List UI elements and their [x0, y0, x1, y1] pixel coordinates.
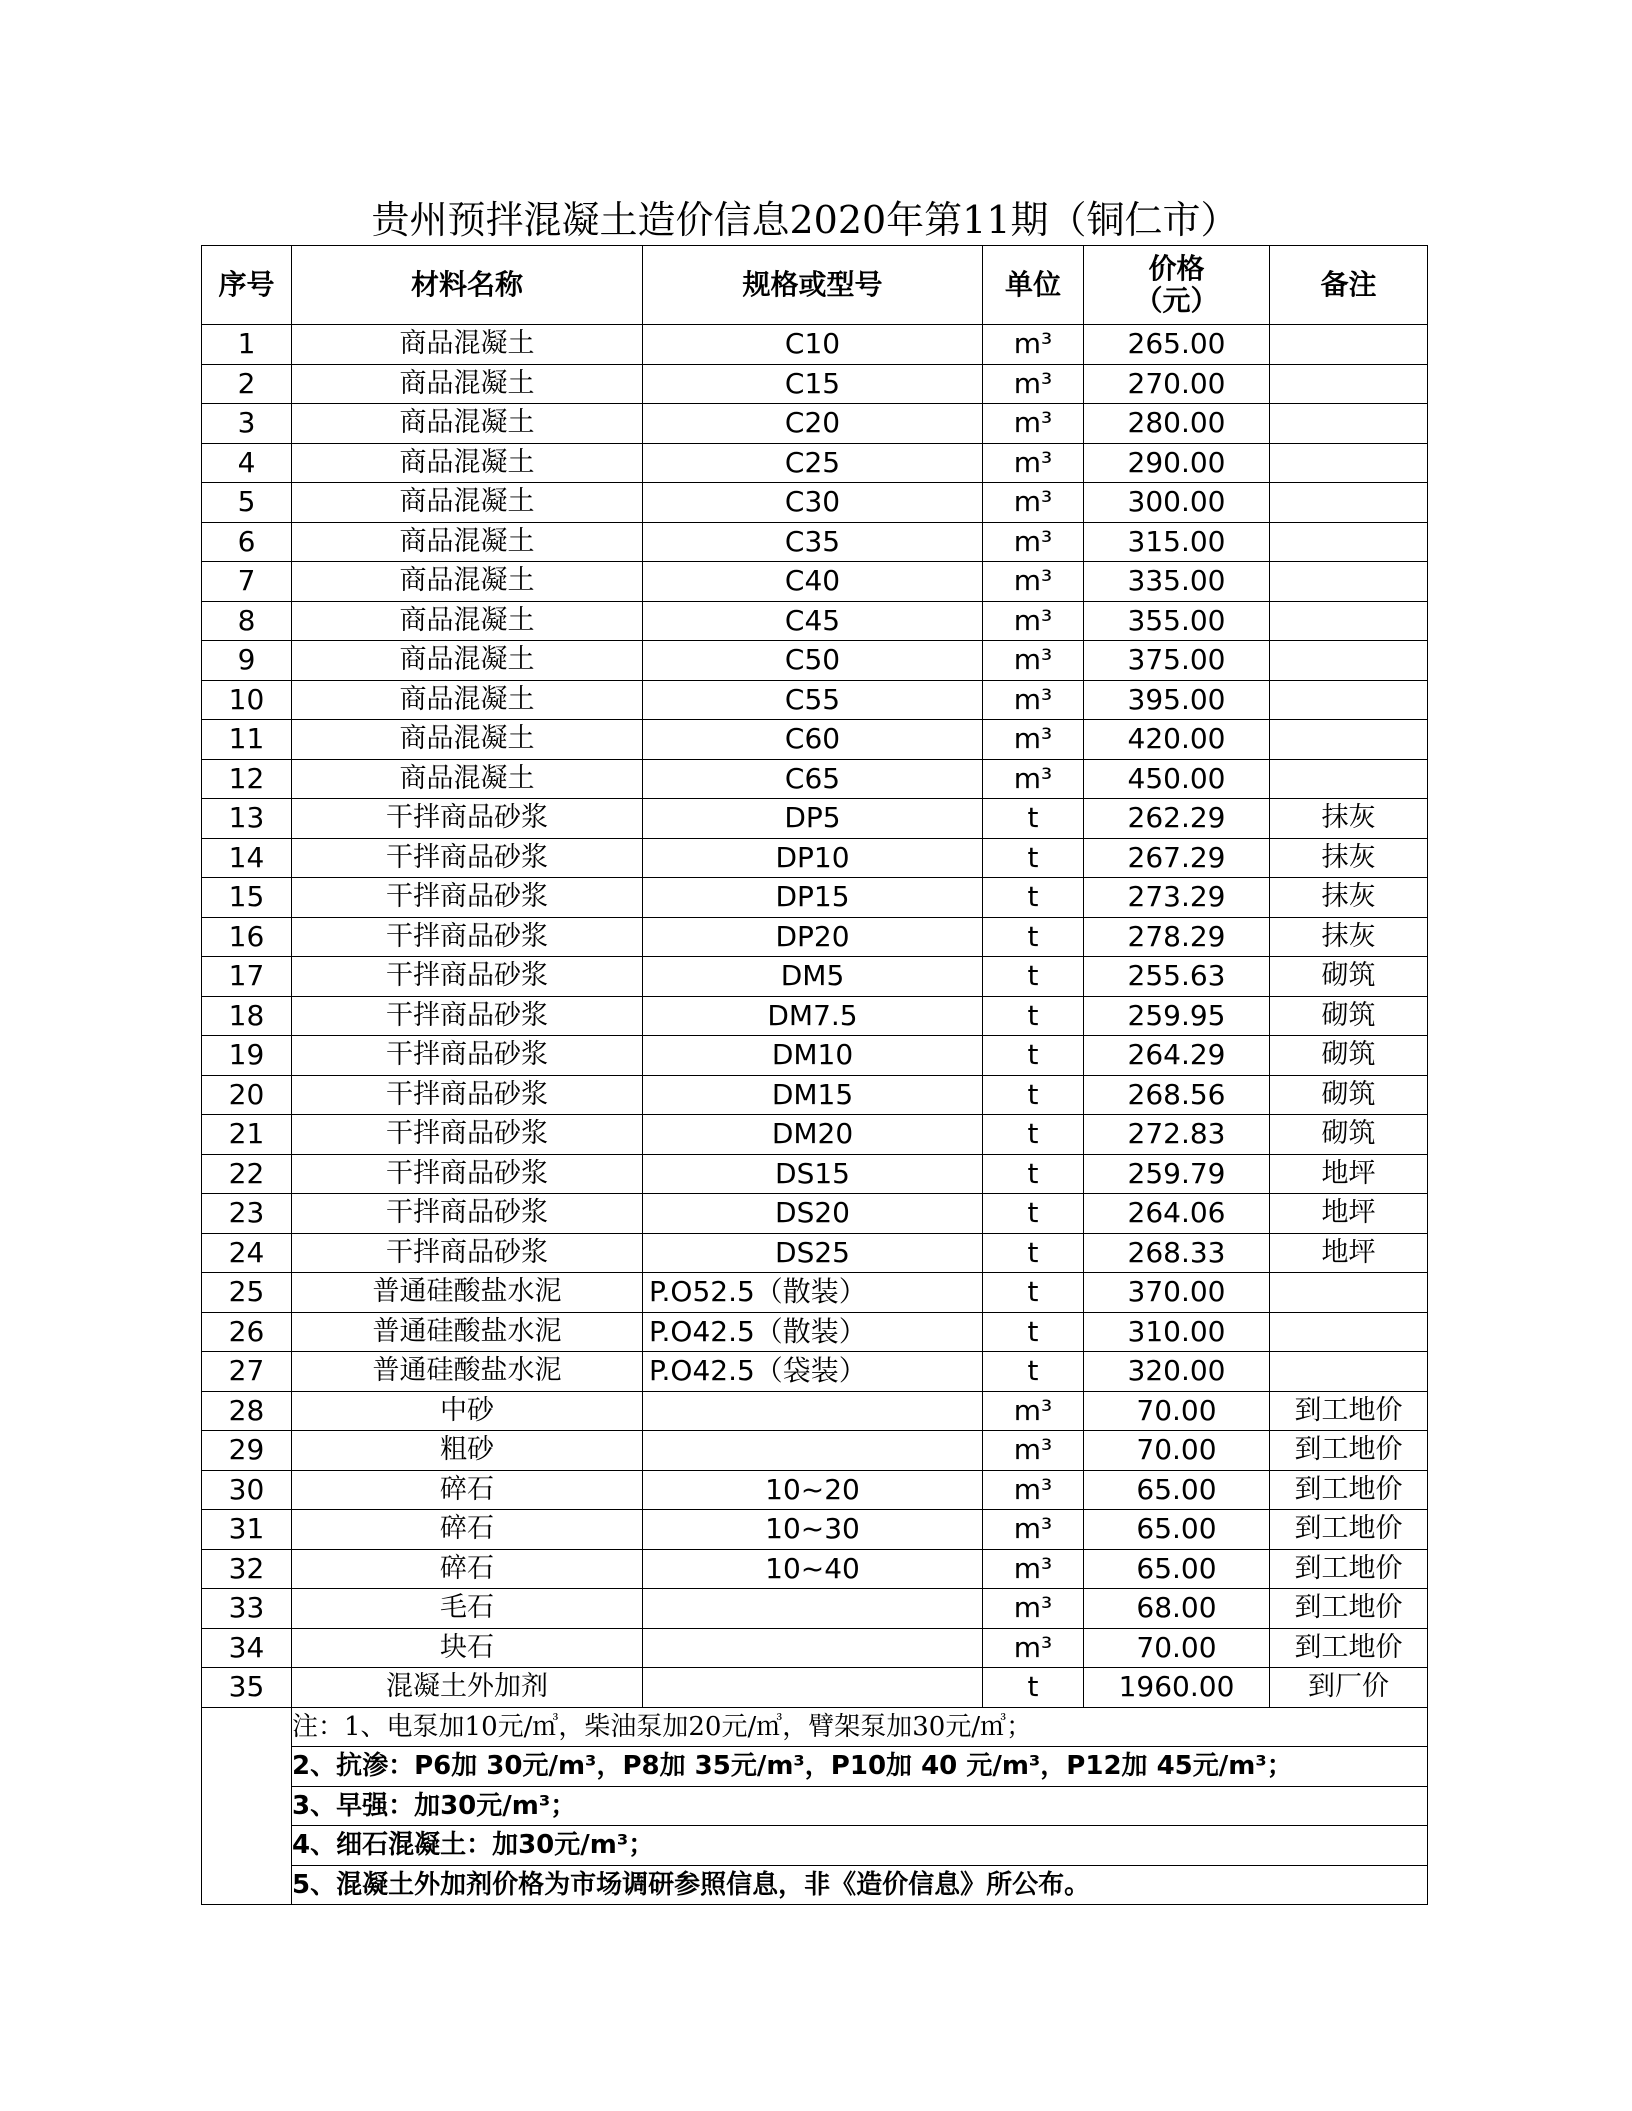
- note-cell: 抹灰: [1270, 878, 1428, 918]
- spec-cell: DP5: [643, 799, 983, 839]
- seq-cell: 5: [202, 483, 292, 523]
- spec-cell: DP10: [643, 838, 983, 878]
- unit-cell: m³: [983, 443, 1084, 483]
- price-cell: 375.00: [1084, 641, 1270, 681]
- note-cell: 砌筑: [1270, 1115, 1428, 1155]
- unit-cell: m³: [983, 601, 1084, 641]
- price-cell: 255.63: [1084, 957, 1270, 997]
- note-cell: [1270, 562, 1428, 602]
- table-row: [202, 601, 1428, 641]
- unit-cell: m³: [983, 1549, 1084, 1589]
- name-cell: 粗砂: [292, 1431, 643, 1471]
- name-cell: 商品混凝土: [292, 759, 643, 799]
- seq-cell: 26: [202, 1312, 292, 1352]
- name-cell: 块石: [292, 1628, 643, 1668]
- seq-cell: 25: [202, 1273, 292, 1313]
- table-row: [202, 1391, 1428, 1431]
- spec-cell: C15: [643, 364, 983, 404]
- seq-cell: 34: [202, 1628, 292, 1668]
- seq-cell: 22: [202, 1154, 292, 1194]
- spec-cell: C45: [643, 601, 983, 641]
- name-cell: 商品混凝土: [292, 680, 643, 720]
- table-row: [202, 1036, 1428, 1076]
- table-row: [202, 562, 1428, 602]
- header-spec: 规格或型号: [643, 246, 983, 325]
- price-cell: 259.79: [1084, 1154, 1270, 1194]
- spec-cell: C35: [643, 522, 983, 562]
- note-text: 2、抗渗：P6加 30元/m³，P8加 35元/m³，P10加 40 元/m³，P12加 45元/m³；: [292, 1747, 1428, 1787]
- name-cell: 干拌商品砂浆: [292, 1194, 643, 1234]
- unit-cell: t: [983, 1233, 1084, 1273]
- price-cell: 267.29: [1084, 838, 1270, 878]
- price-cell: 1960.00: [1084, 1668, 1270, 1708]
- unit-cell: t: [983, 1154, 1084, 1194]
- note-cell: [1270, 1312, 1428, 1352]
- note-cell: [1270, 522, 1428, 562]
- table-row: [202, 1352, 1428, 1392]
- table-row: [202, 1194, 1428, 1234]
- seq-cell: 2: [202, 364, 292, 404]
- spec-cell: C65: [643, 759, 983, 799]
- seq-cell: 35: [202, 1668, 292, 1708]
- header-price-line1: 价格: [1148, 252, 1205, 285]
- name-cell: 商品混凝土: [292, 483, 643, 523]
- note-cell: 到工地价: [1270, 1510, 1428, 1550]
- spec-cell: C10: [643, 325, 983, 365]
- seq-cell: 6: [202, 522, 292, 562]
- price-cell: 310.00: [1084, 1312, 1270, 1352]
- name-cell: 普通硅酸盐水泥: [292, 1352, 643, 1392]
- unit-cell: m³: [983, 325, 1084, 365]
- table-row: [202, 799, 1428, 839]
- seq-cell: 15: [202, 878, 292, 918]
- unit-cell: t: [983, 1273, 1084, 1313]
- spec-cell: C60: [643, 720, 983, 760]
- table-row: [202, 759, 1428, 799]
- header-note: 备注: [1270, 246, 1428, 325]
- price-cell: 268.56: [1084, 1075, 1270, 1115]
- price-cell: 278.29: [1084, 917, 1270, 957]
- price-cell: 355.00: [1084, 601, 1270, 641]
- table-row: [202, 1628, 1428, 1668]
- spec-cell: DM7.5: [643, 996, 983, 1036]
- price-cell: 259.95: [1084, 996, 1270, 1036]
- name-cell: 商品混凝土: [292, 562, 643, 602]
- table-row: [202, 1154, 1428, 1194]
- note-cell: 地坪: [1270, 1154, 1428, 1194]
- header-name: 材料名称: [292, 246, 643, 325]
- unit-cell: m³: [983, 1589, 1084, 1629]
- name-cell: 碎石: [292, 1549, 643, 1589]
- seq-cell: 30: [202, 1470, 292, 1510]
- seq-cell: 1: [202, 325, 292, 365]
- unit-cell: m³: [983, 720, 1084, 760]
- price-cell: 70.00: [1084, 1431, 1270, 1471]
- name-cell: 商品混凝土: [292, 404, 643, 444]
- seq-cell: 23: [202, 1194, 292, 1234]
- unit-cell: m³: [983, 1510, 1084, 1550]
- table-row: [202, 878, 1428, 918]
- price-cell: 265.00: [1084, 325, 1270, 365]
- price-cell: 370.00: [1084, 1273, 1270, 1313]
- name-cell: 干拌商品砂浆: [292, 917, 643, 957]
- table-row: [202, 720, 1428, 760]
- unit-cell: t: [983, 878, 1084, 918]
- name-cell: 干拌商品砂浆: [292, 838, 643, 878]
- table-row: [202, 957, 1428, 997]
- spec-cell: DP20: [643, 917, 983, 957]
- note-cell: 砌筑: [1270, 996, 1428, 1036]
- name-cell: 碎石: [292, 1470, 643, 1510]
- name-cell: 混凝土外加剂: [292, 1668, 643, 1708]
- price-cell: 315.00: [1084, 522, 1270, 562]
- table-row: [202, 1115, 1428, 1155]
- note-cell: 到工地价: [1270, 1628, 1428, 1668]
- spec-cell: DM20: [643, 1115, 983, 1155]
- price-cell: 65.00: [1084, 1470, 1270, 1510]
- seq-cell: 13: [202, 799, 292, 839]
- note-text: 注：1、电泵加10元/㎥，柴油泵加20元/㎥，臂架泵加30元/㎥；: [292, 1707, 1428, 1747]
- table-row: [202, 443, 1428, 483]
- note-cell: 到工地价: [1270, 1470, 1428, 1510]
- spec-cell: C50: [643, 641, 983, 681]
- page-title: 贵州预拌混凝土造价信息2020年第11期（铜仁市）: [371, 198, 1239, 242]
- note-row: [202, 1826, 1428, 1866]
- unit-cell: m³: [983, 680, 1084, 720]
- note-cell: [1270, 483, 1428, 523]
- name-cell: 商品混凝土: [292, 364, 643, 404]
- unit-cell: m³: [983, 1470, 1084, 1510]
- name-cell: 商品混凝土: [292, 522, 643, 562]
- name-cell: 商品混凝土: [292, 601, 643, 641]
- name-cell: 商品混凝土: [292, 641, 643, 681]
- note-cell: 到工地价: [1270, 1549, 1428, 1589]
- table-row: [202, 1470, 1428, 1510]
- seq-cell: 24: [202, 1233, 292, 1273]
- name-cell: 干拌商品砂浆: [292, 1075, 643, 1115]
- note-cell: 地坪: [1270, 1233, 1428, 1273]
- price-cell: 262.29: [1084, 799, 1270, 839]
- table-row: [202, 917, 1428, 957]
- price-cell: 395.00: [1084, 680, 1270, 720]
- spec-cell: C20: [643, 404, 983, 444]
- spec-cell: [643, 1431, 983, 1471]
- unit-cell: t: [983, 838, 1084, 878]
- price-cell: 65.00: [1084, 1510, 1270, 1550]
- note-cell: 砌筑: [1270, 957, 1428, 997]
- price-cell: 280.00: [1084, 404, 1270, 444]
- price-cell: 70.00: [1084, 1628, 1270, 1668]
- name-cell: 中砂: [292, 1391, 643, 1431]
- spec-cell: C40: [643, 562, 983, 602]
- seq-cell: 8: [202, 601, 292, 641]
- price-cell: 268.33: [1084, 1233, 1270, 1273]
- name-cell: 普通硅酸盐水泥: [292, 1312, 643, 1352]
- seq-cell: 16: [202, 917, 292, 957]
- seq-cell: 33: [202, 1589, 292, 1629]
- spec-cell: C30: [643, 483, 983, 523]
- note-cell: 抹灰: [1270, 799, 1428, 839]
- table-body: [202, 325, 1428, 1905]
- name-cell: 干拌商品砂浆: [292, 799, 643, 839]
- price-cell: 290.00: [1084, 443, 1270, 483]
- table-row: [202, 1431, 1428, 1471]
- unit-cell: t: [983, 799, 1084, 839]
- unit-cell: m³: [983, 1628, 1084, 1668]
- note-cell: 到厂价: [1270, 1668, 1428, 1708]
- table-header-row: [202, 246, 1428, 325]
- table-row: [202, 1075, 1428, 1115]
- note-cell: [1270, 759, 1428, 799]
- spec-cell: DS20: [643, 1194, 983, 1234]
- table-row: [202, 325, 1428, 365]
- spec-cell: [643, 1668, 983, 1708]
- note-cell: [1270, 641, 1428, 681]
- spec-cell: 10~30: [643, 1510, 983, 1550]
- spec-cell: DP15: [643, 878, 983, 918]
- price-cell: 273.29: [1084, 878, 1270, 918]
- price-cell: 264.06: [1084, 1194, 1270, 1234]
- spec-cell: DS25: [643, 1233, 983, 1273]
- unit-cell: t: [983, 917, 1084, 957]
- spec-cell: 10~20: [643, 1470, 983, 1510]
- table-row: [202, 404, 1428, 444]
- name-cell: 商品混凝土: [292, 720, 643, 760]
- note-cell: [1270, 601, 1428, 641]
- unit-cell: m³: [983, 483, 1084, 523]
- note-cell: [1270, 1352, 1428, 1392]
- price-cell: 335.00: [1084, 562, 1270, 602]
- note-cell: [1270, 404, 1428, 444]
- unit-cell: m³: [983, 522, 1084, 562]
- note-cell: 砌筑: [1270, 1075, 1428, 1115]
- unit-cell: t: [983, 1668, 1084, 1708]
- price-cell: 270.00: [1084, 364, 1270, 404]
- spec-cell: P.O42.5（袋装）: [643, 1352, 983, 1392]
- name-cell: 干拌商品砂浆: [292, 996, 643, 1036]
- table-row: [202, 1510, 1428, 1550]
- table-row: [202, 1549, 1428, 1589]
- name-cell: 干拌商品砂浆: [292, 878, 643, 918]
- seq-cell: 18: [202, 996, 292, 1036]
- seq-cell: 21: [202, 1115, 292, 1155]
- unit-cell: m³: [983, 759, 1084, 799]
- note-cell: 抹灰: [1270, 917, 1428, 957]
- spec-cell: DM5: [643, 957, 983, 997]
- seq-cell: 7: [202, 562, 292, 602]
- price-cell: 420.00: [1084, 720, 1270, 760]
- table-row: [202, 838, 1428, 878]
- unit-cell: m³: [983, 562, 1084, 602]
- spec-cell: [643, 1628, 983, 1668]
- price-cell: 264.29: [1084, 1036, 1270, 1076]
- name-cell: 干拌商品砂浆: [292, 1154, 643, 1194]
- price-cell: 68.00: [1084, 1589, 1270, 1629]
- seq-cell: 27: [202, 1352, 292, 1392]
- unit-cell: m³: [983, 1391, 1084, 1431]
- unit-cell: t: [983, 1352, 1084, 1392]
- note-cell: [1270, 680, 1428, 720]
- unit-cell: m³: [983, 364, 1084, 404]
- name-cell: 商品混凝土: [292, 325, 643, 365]
- seq-cell: 20: [202, 1075, 292, 1115]
- note-cell: 到工地价: [1270, 1391, 1428, 1431]
- table-row: [202, 680, 1428, 720]
- price-cell: 65.00: [1084, 1549, 1270, 1589]
- unit-cell: t: [983, 1036, 1084, 1076]
- header-price: [1084, 246, 1270, 325]
- unit-cell: m³: [983, 404, 1084, 444]
- name-cell: 普通硅酸盐水泥: [292, 1273, 643, 1313]
- table-row: [202, 1589, 1428, 1629]
- name-cell: 碎石: [292, 1510, 643, 1550]
- note-cell: [1270, 325, 1428, 365]
- note-row: [202, 1865, 1428, 1905]
- table-row: [202, 641, 1428, 681]
- seq-cell: 19: [202, 1036, 292, 1076]
- note-row: [202, 1747, 1428, 1787]
- unit-cell: t: [983, 1115, 1084, 1155]
- seq-cell: 31: [202, 1510, 292, 1550]
- unit-cell: m³: [983, 641, 1084, 681]
- note-cell: [1270, 364, 1428, 404]
- spec-cell: C55: [643, 680, 983, 720]
- table-row: [202, 1273, 1428, 1313]
- spec-cell: 10~40: [643, 1549, 983, 1589]
- name-cell: 毛石: [292, 1589, 643, 1629]
- seq-cell: 3: [202, 404, 292, 444]
- unit-cell: t: [983, 996, 1084, 1036]
- price-cell: 450.00: [1084, 759, 1270, 799]
- note-cell: 到工地价: [1270, 1431, 1428, 1471]
- seq-cell: 32: [202, 1549, 292, 1589]
- note-cell: 砌筑: [1270, 1036, 1428, 1076]
- note-text: 5、混凝土外加剂价格为市场调研参照信息，非《造价信息》所公布。: [292, 1865, 1428, 1905]
- spec-cell: P.O52.5（散装）: [643, 1273, 983, 1313]
- unit-cell: t: [983, 1075, 1084, 1115]
- table-row: [202, 483, 1428, 523]
- spec-cell: C25: [643, 443, 983, 483]
- seq-cell: 10: [202, 680, 292, 720]
- spec-cell: [643, 1589, 983, 1629]
- seq-cell: 14: [202, 838, 292, 878]
- seq-cell: 9: [202, 641, 292, 681]
- seq-cell: 11: [202, 720, 292, 760]
- unit-cell: m³: [983, 1431, 1084, 1471]
- header-seq: 序号: [202, 246, 292, 325]
- note-cell: 到工地价: [1270, 1589, 1428, 1629]
- table-row: [202, 996, 1428, 1036]
- spec-cell: DS15: [643, 1154, 983, 1194]
- price-cell: 70.00: [1084, 1391, 1270, 1431]
- name-cell: 干拌商品砂浆: [292, 1233, 643, 1273]
- table-row: [202, 364, 1428, 404]
- unit-cell: t: [983, 1312, 1084, 1352]
- note-text: 3、早强：加30元/m³；: [292, 1786, 1428, 1826]
- seq-cell: 29: [202, 1431, 292, 1471]
- spec-cell: DM15: [643, 1075, 983, 1115]
- table-row: [202, 1233, 1428, 1273]
- header-unit: 单位: [983, 246, 1084, 325]
- seq-cell: 17: [202, 957, 292, 997]
- note-cell: [1270, 1273, 1428, 1313]
- price-table: [201, 245, 1428, 1905]
- spec-cell: DM10: [643, 1036, 983, 1076]
- table-row: [202, 1668, 1428, 1708]
- note-cell: [1270, 443, 1428, 483]
- seq-cell: 12: [202, 759, 292, 799]
- seq-cell: 28: [202, 1391, 292, 1431]
- spec-cell: P.O42.5（散装）: [643, 1312, 983, 1352]
- spec-cell: [643, 1391, 983, 1431]
- price-cell: 272.83: [1084, 1115, 1270, 1155]
- price-cell: 320.00: [1084, 1352, 1270, 1392]
- header-price-line2: （元）: [1134, 284, 1219, 317]
- table-row: [202, 522, 1428, 562]
- name-cell: 商品混凝土: [292, 443, 643, 483]
- note-row: [202, 1707, 1428, 1747]
- table-row: [202, 1312, 1428, 1352]
- notes-side-cell: [202, 1707, 292, 1905]
- note-text: 4、细石混凝土：加30元/m³；: [292, 1826, 1428, 1866]
- note-cell: [1270, 720, 1428, 760]
- name-cell: 干拌商品砂浆: [292, 957, 643, 997]
- unit-cell: t: [983, 1194, 1084, 1234]
- note-cell: 地坪: [1270, 1194, 1428, 1234]
- name-cell: 干拌商品砂浆: [292, 1036, 643, 1076]
- name-cell: 干拌商品砂浆: [292, 1115, 643, 1155]
- price-cell: 300.00: [1084, 483, 1270, 523]
- note-cell: 抹灰: [1270, 838, 1428, 878]
- note-row: [202, 1786, 1428, 1826]
- seq-cell: 4: [202, 443, 292, 483]
- unit-cell: t: [983, 957, 1084, 997]
